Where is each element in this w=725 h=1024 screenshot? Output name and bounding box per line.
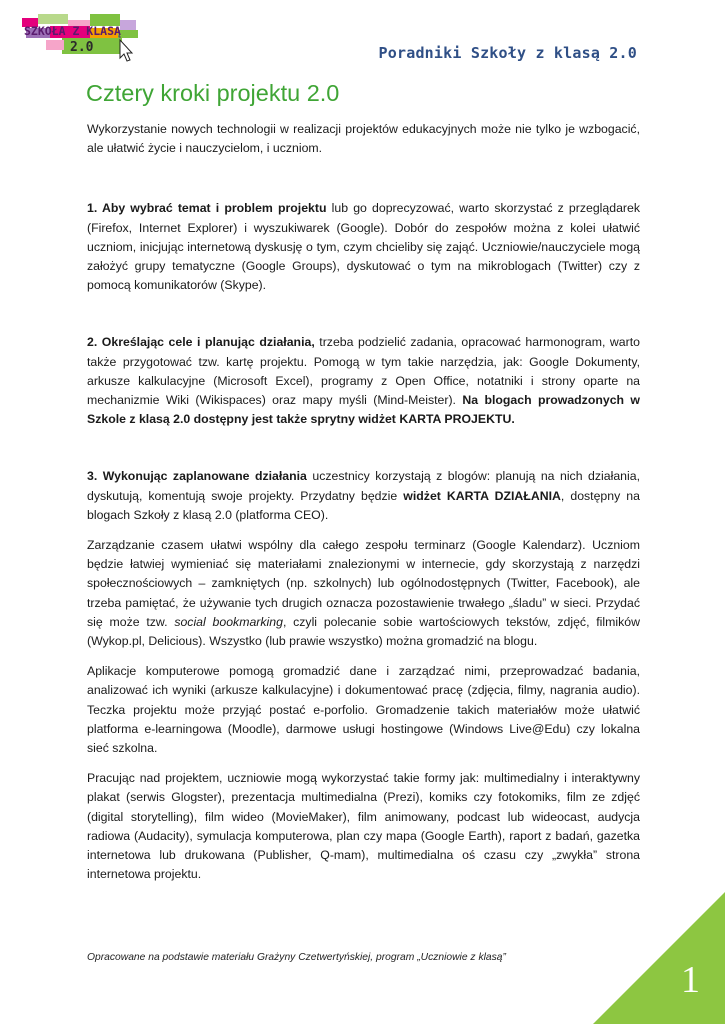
- step-2-tail: Na blogach prowadzonych w Szkole z klasą 2.0 dostępny jest także sprytny widżet KARTA PROJEKTU.: [87, 393, 640, 427]
- logo-text-line2: 2.0: [70, 40, 94, 55]
- forms-paragraph: Pracując nad projektem, uczniowie mogą wykorzystać takie formy jak: multimedialny i interaktywny plakat (serwis Glogster), prezentacja multimedialna (Prezi), komiks czy fotokomiks, film ze zdjęć (digital storytelling), film wideo (MovieMaker), film animowany, podcast lub wideocast, audycja radiowa (Audacity), symulacja komputerowa, plan czy mapa (Google Earth), raport z badań, gazetka internetowa lub drukowana (Publisher, Q-mam), multimedialna oś czasu czy „zwykła” strona internetowa projektu.: [87, 771, 640, 882]
- szkola-z-klasa-logo: [22, 14, 140, 62]
- time-management-paragraph: [87, 536, 640, 651]
- document-body: [87, 120, 640, 885]
- series-title: Poradniki Szkoły z klasą 2.0: [378, 44, 637, 62]
- step-2-paragraph: [87, 333, 640, 429]
- step-3-lead: 3. Wykonując zaplanowane działania: [87, 469, 307, 484]
- corner-triangle: [593, 892, 725, 1024]
- logo-text-line1: SZKOŁA Z KLASĄ: [24, 24, 121, 38]
- time-text-after: , czyli polecanie sobie wartościowych tekstów, zdjęć, filmików (Wykop.pl, Delicious). Wszystko (lub prawie wszystko) można gromadzić na blogu.: [87, 614, 640, 649]
- step-3-body: uczestnicy korzystają z blogów: planują na nich działania, dyskutują, komentują swoje projekty. Przydatny będzie: [87, 469, 640, 503]
- step-2-lead: 2. Określając cele i planując działania,: [87, 335, 315, 350]
- social-bookmarking-term: social bookmarking: [174, 614, 283, 629]
- step-1-lead: 1. Aby wybrać temat i problem projektu: [87, 201, 327, 216]
- step-1-body: lub go doprecyzować, warto skorzystać z przeglądarek (Firefox, Internet Explorer) i wyszukiwarek (Google). Dobór do zespołów można z kolei ułatwić uczniom, inicjując internetową dyskusję o tym, czym chcieliby się zająć. Uczniowie/nauczyciele mogą założyć grupy tematyczne (Google Groups), dyskutować o tym na mikroblogach (Twitter) czy z pomocą komunikatorów (Skype).: [87, 201, 640, 293]
- step-3-widget: widżet KARTA DZIAŁANIA: [403, 488, 561, 503]
- applications-paragraph: Aplikacje komputerowe pomogą gromadzić dane i zarządzać nimi, przeprowadzać badania, analizować ich wyniki (arkusze kalkulacyjne) i dokumentować pracę (zdjęcia, filmy, nagrania audio). Teczka projektu może przyjąć postać e-porfolio. Gromadzenie takich materiałów może ułatwić platforma e-learningowa (Moodle), darmowe usługi hostingowe (Windows Live@Edu) czy lokalna sieć szkolna.: [87, 664, 640, 756]
- page-title: Cztery kroki projektu 2.0: [86, 80, 340, 106]
- step-2-body: trzeba podzielić zadania, opracować harmonogram, warto także przygotować tzw. kartę projektu. Pomogą w tym takie narzędzia, jak: Google Dokumenty, arkusze kalkulacyjne (Microsoft Excel), programy z Open Office, notatniki i strony oparte na mechanizmie Wiki (Wikispaces) oraz mapy myśli (Mind-Meister).: [87, 335, 640, 408]
- page-number: 1: [681, 959, 700, 1001]
- footer-credit: Opracowane na podstawie materiału Grażyny Czetwertyńskiej, program „Uczniowie z klasą”: [87, 952, 506, 963]
- step-3-body-end: , dostępny na blogach Szkoły z klasą 2.0 (platforma CEO).: [87, 488, 640, 522]
- step-3-paragraph: [87, 467, 640, 525]
- step-1-paragraph: [87, 199, 640, 295]
- time-text-before: Zarządzanie czasem ułatwi wspólny dla całego zespołu terminarz (Google Kalendarz). Uczniom będzie łatwiej wymieniać się materiałami znalezionymi w internecie, gdy skorzystają z narzędzi społecznościowych – zamkniętych (np. szkolnych) lub ogólnodostępnych (Twitter, Facebook), ale trzeba pamiętać, że używanie tych drugich oznacza pozostawienie trwałego „śladu” w sieci. Przydać się może tzw.: [87, 538, 640, 629]
- cursor-icon: [120, 40, 132, 61]
- intro-paragraph: Wykorzystanie nowych technologii w realizacji projektów edukacyjnych może nie tylko je wzbogacić, ale ułatwić życie i nauczycielom, i uczniom.: [87, 122, 640, 156]
